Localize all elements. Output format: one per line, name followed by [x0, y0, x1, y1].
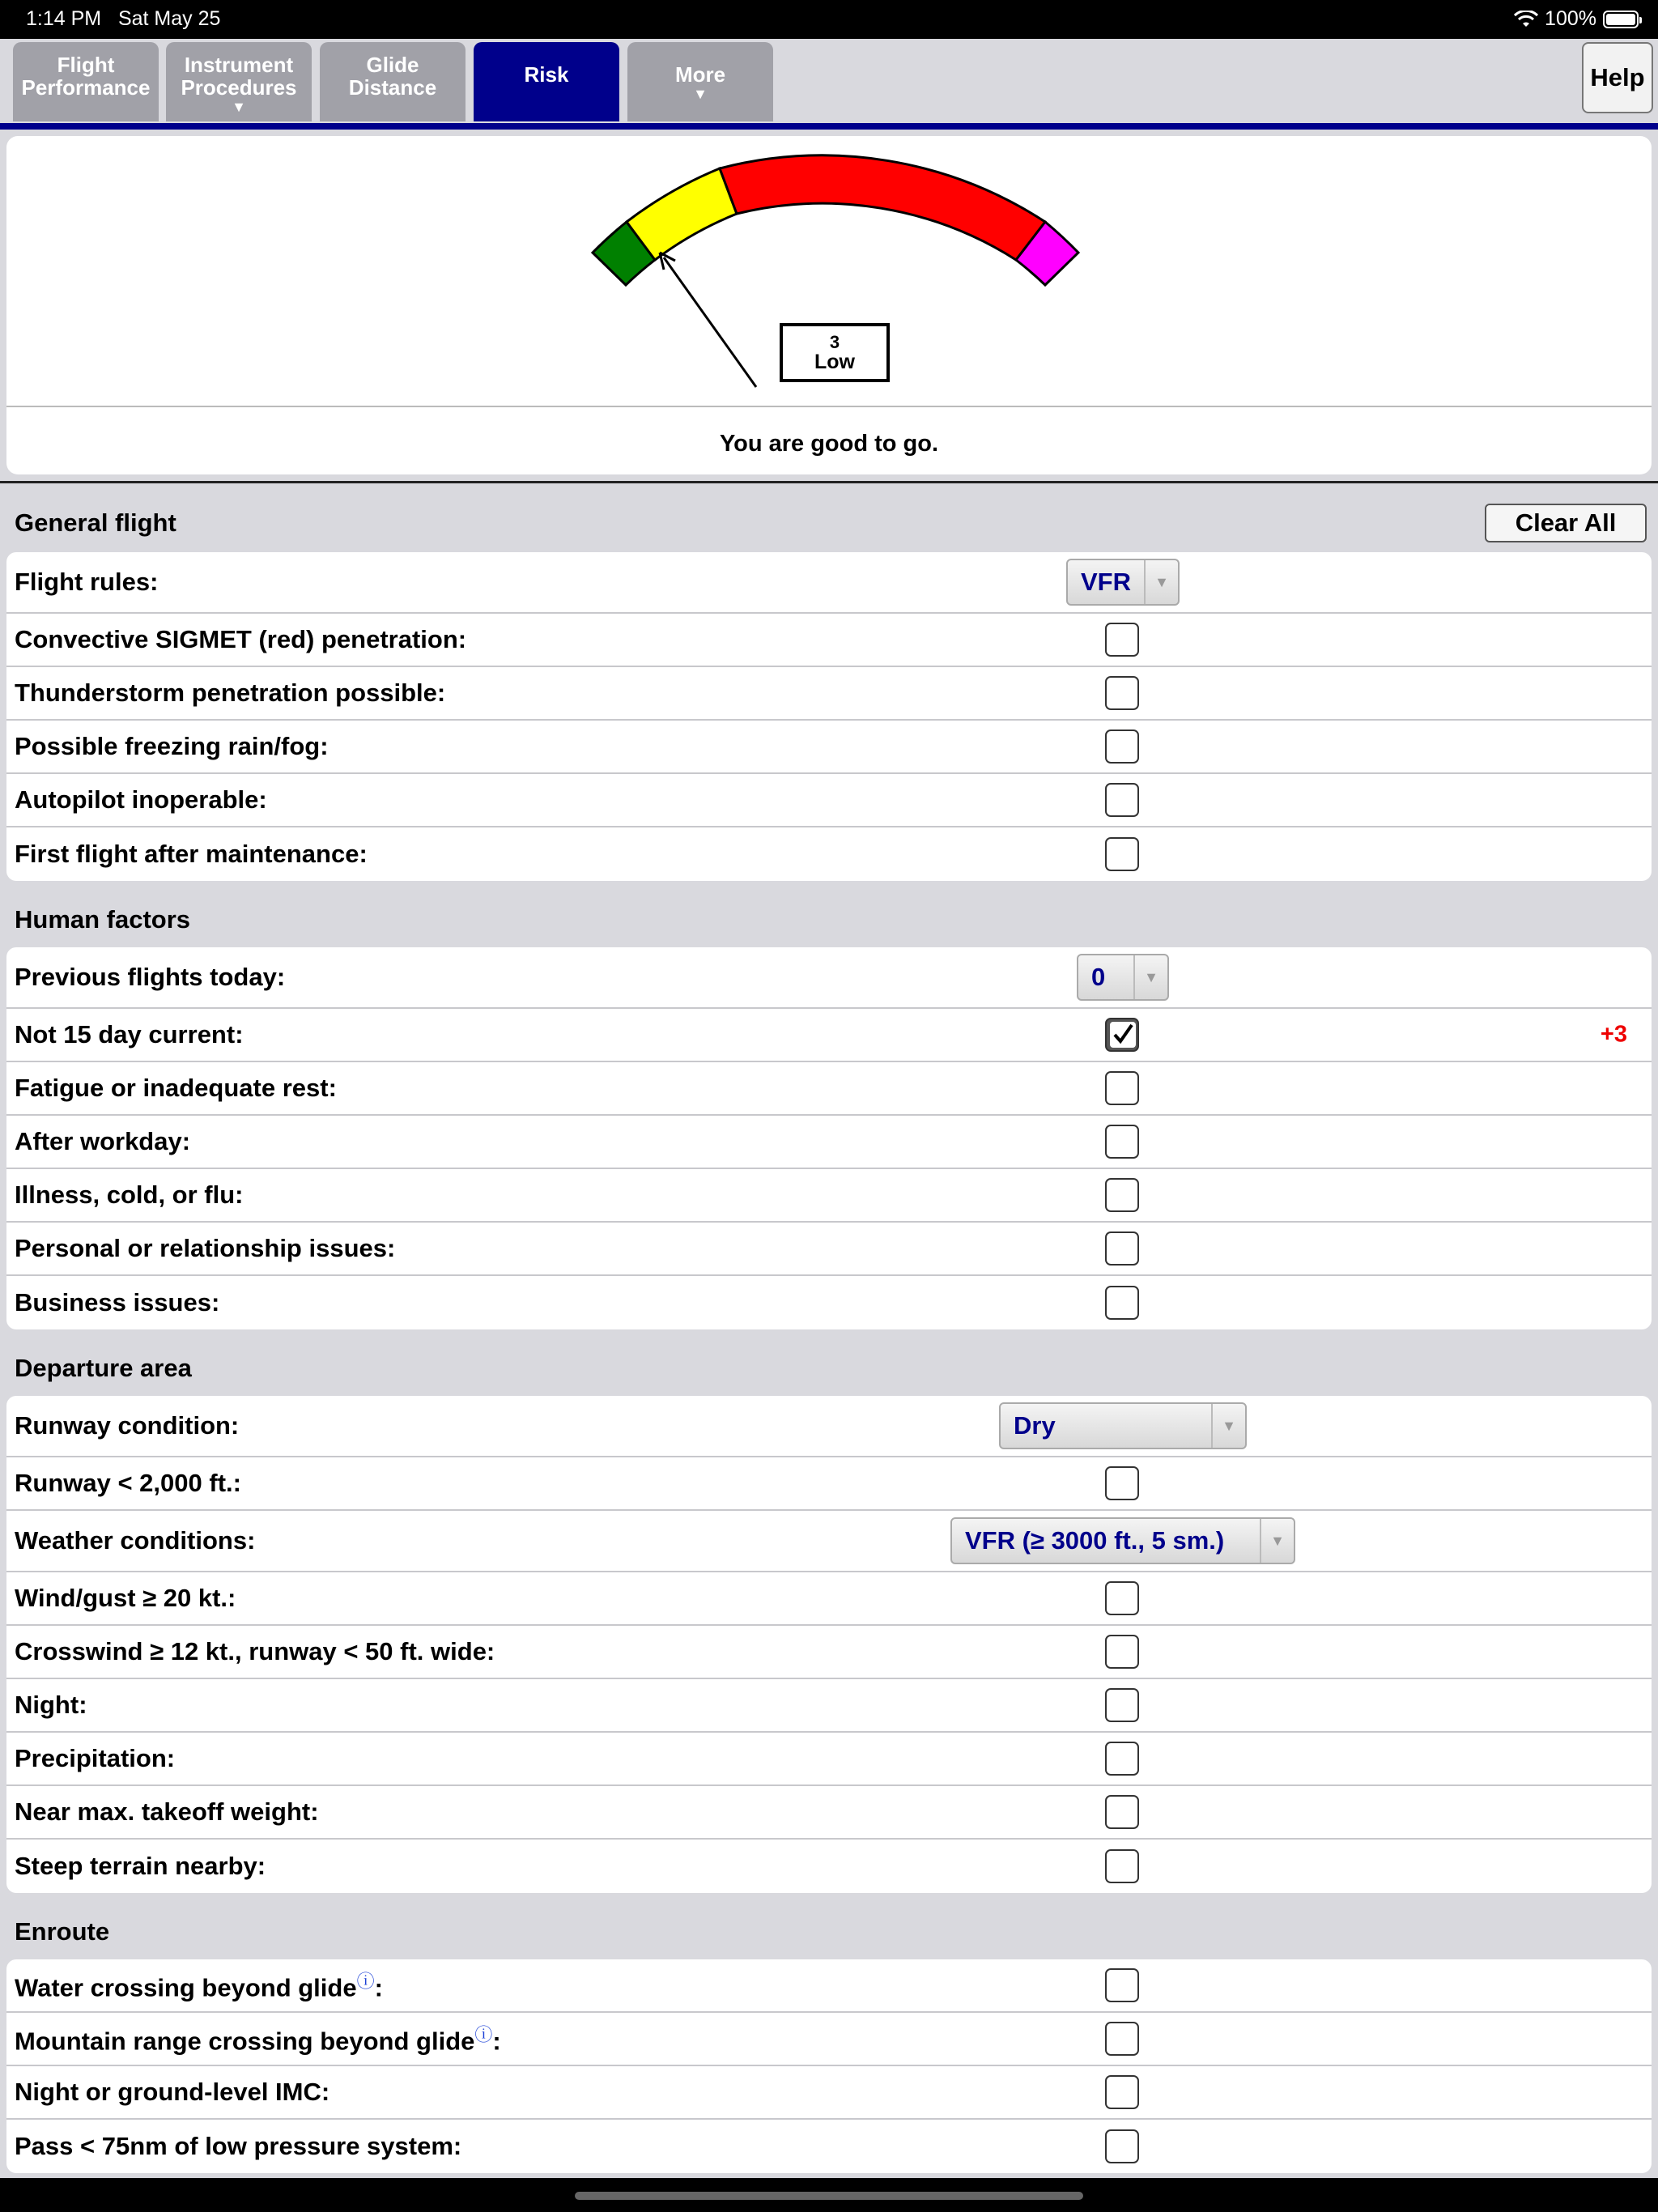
- info-icon[interactable]: ⓘ: [474, 2024, 493, 2045]
- tab-underline: [0, 123, 1658, 130]
- table-row: Not 15 day current: +3: [6, 1009, 1652, 1062]
- general-flight-group: [6, 552, 1652, 881]
- status-right: [1514, 7, 1639, 31]
- status-time: 1:14 PM Sat May 25: [26, 7, 221, 30]
- chevron-down-icon: ▼: [1133, 955, 1167, 999]
- table-row: [6, 552, 1652, 614]
- chevron-down-icon: ▼: [693, 86, 708, 102]
- low-pressure-checkbox[interactable]: [1105, 2129, 1139, 2163]
- enroute-group: [6, 1959, 1652, 2173]
- gauge-level: Low: [814, 351, 855, 373]
- table-row: Crosswind ≥ 12 kt., runway < 50 ft. wide:: [6, 1626, 1652, 1679]
- home-indicator[interactable]: [575, 2192, 1083, 2200]
- night-checkbox[interactable]: [1105, 1688, 1139, 1722]
- table-row: Business issues:: [6, 1276, 1652, 1329]
- wind-gust-checkbox[interactable]: [1105, 1581, 1139, 1615]
- table-row: Weather conditions: VFR (≥ 3000 ft., 5 sm.) ▼: [6, 1511, 1652, 1572]
- departure-area-group: [6, 1396, 1652, 1893]
- autopilot-checkbox[interactable]: [1105, 783, 1139, 817]
- chevron-down-icon: ▼: [1260, 1519, 1294, 1563]
- flight-rules-select[interactable]: VFR ▼: [1066, 559, 1180, 606]
- gauge-segment-high: [720, 155, 1045, 260]
- business-issues-checkbox[interactable]: [1105, 1286, 1139, 1320]
- personal-issues-checkbox[interactable]: [1105, 1231, 1139, 1266]
- gauge-message: You are good to go.: [719, 431, 939, 457]
- info-icon[interactable]: ⓘ: [356, 1971, 375, 1992]
- night-imc-checkbox[interactable]: [1105, 2075, 1139, 2109]
- human-factors-group: [6, 947, 1652, 1329]
- tab-flight-performance[interactable]: Flight Performance: [13, 42, 159, 121]
- clear-all-button[interactable]: Clear All: [1485, 504, 1647, 542]
- section-enroute: Enroute: [15, 1917, 110, 1946]
- table-row: Mountain range crossing beyond glideⓘ:: [6, 2013, 1652, 2066]
- section-human-factors: Human factors: [15, 905, 191, 934]
- table-row: Convective SIGMET (red) penetration:: [6, 614, 1652, 667]
- table-row: Night:: [6, 1679, 1652, 1733]
- chevron-down-icon: ▼: [1211, 1404, 1245, 1448]
- battery-percent: 100%: [1545, 7, 1596, 30]
- section-separator: [0, 481, 1658, 483]
- max-takeoff-weight-checkbox[interactable]: [1105, 1795, 1139, 1829]
- gauge-score: 3: [829, 332, 840, 352]
- illness-checkbox[interactable]: [1105, 1178, 1139, 1212]
- previous-flights-select[interactable]: 0 ▼: [1077, 954, 1169, 1001]
- status-bar: [0, 0, 1658, 39]
- table-row: Wind/gust ≥ 20 kt.:: [6, 1572, 1652, 1626]
- tab-more[interactable]: More ▼: [627, 42, 773, 121]
- steep-terrain-checkbox[interactable]: [1105, 1849, 1139, 1883]
- runway-condition-select[interactable]: Dry ▼: [999, 1402, 1247, 1449]
- water-crossing-checkbox[interactable]: [1105, 1968, 1139, 2002]
- short-runway-checkbox[interactable]: [1105, 1466, 1139, 1500]
- table-row: Near max. takeoff weight:: [6, 1786, 1652, 1840]
- battery-icon: [1603, 11, 1639, 28]
- table-row: After workday:: [6, 1116, 1652, 1169]
- table-row: Night or ground-level IMC:: [6, 2066, 1652, 2120]
- chevron-down-icon: ▼: [232, 99, 246, 115]
- help-button[interactable]: Help: [1582, 42, 1653, 113]
- table-row: Steep terrain nearby:: [6, 1840, 1652, 1893]
- fatigue-checkbox[interactable]: [1105, 1071, 1139, 1105]
- tab-risk[interactable]: Risk: [474, 42, 619, 121]
- section-departure-area: Departure area: [15, 1354, 192, 1382]
- not-current-checkbox[interactable]: [1105, 1018, 1139, 1052]
- after-workday-checkbox[interactable]: [1105, 1125, 1139, 1159]
- table-row: Runway condition: Dry ▼: [6, 1396, 1652, 1457]
- crosswind-checkbox[interactable]: [1105, 1635, 1139, 1669]
- tab-glide-distance[interactable]: Glide Distance: [320, 42, 466, 121]
- wifi-icon: [1514, 11, 1538, 28]
- table-row: Personal or relationship issues:: [6, 1223, 1652, 1276]
- table-row: Runway < 2,000 ft.:: [6, 1457, 1652, 1511]
- table-row: First flight after maintenance:: [6, 827, 1652, 881]
- convective-sigmet-checkbox[interactable]: [1105, 623, 1139, 657]
- weather-conditions-select[interactable]: VFR (≥ 3000 ft., 5 sm.) ▼: [950, 1517, 1295, 1564]
- risk-score-badge: +3: [1600, 1021, 1627, 1048]
- precipitation-checkbox[interactable]: [1105, 1742, 1139, 1776]
- flight-rules-label: Flight rules:: [15, 568, 159, 596]
- table-row: Possible freezing rain/fog:: [6, 721, 1652, 774]
- thunderstorm-checkbox[interactable]: [1105, 676, 1139, 710]
- table-row: Previous flights today: 0 ▼: [6, 947, 1652, 1009]
- tab-bar: [0, 39, 1658, 123]
- table-row: Autopilot inoperable:: [6, 774, 1652, 827]
- maintenance-checkbox[interactable]: [1105, 837, 1139, 871]
- mountain-crossing-checkbox[interactable]: [1105, 2022, 1139, 2056]
- table-row: Thunderstorm penetration possible:: [6, 667, 1652, 721]
- chevron-down-icon: ▼: [1144, 560, 1178, 604]
- freezing-rain-checkbox[interactable]: [1105, 730, 1139, 764]
- tab-instrument-procedures[interactable]: Instrument Procedures ▼: [166, 42, 312, 121]
- risk-gauge-card: [6, 136, 1652, 474]
- section-general-flight: General flight: [15, 508, 176, 537]
- table-row: Water crossing beyond glideⓘ:: [6, 1959, 1652, 2013]
- gauge-needle: [664, 257, 756, 387]
- table-row: Precipitation:: [6, 1733, 1652, 1786]
- checkmark-icon: [1108, 1020, 1137, 1049]
- table-row: Pass < 75nm of low pressure system:: [6, 2120, 1652, 2173]
- table-row: Fatigue or inadequate rest:: [6, 1062, 1652, 1116]
- gauge-divider: [6, 406, 1652, 407]
- table-row: Illness, cold, or flu:: [6, 1169, 1652, 1223]
